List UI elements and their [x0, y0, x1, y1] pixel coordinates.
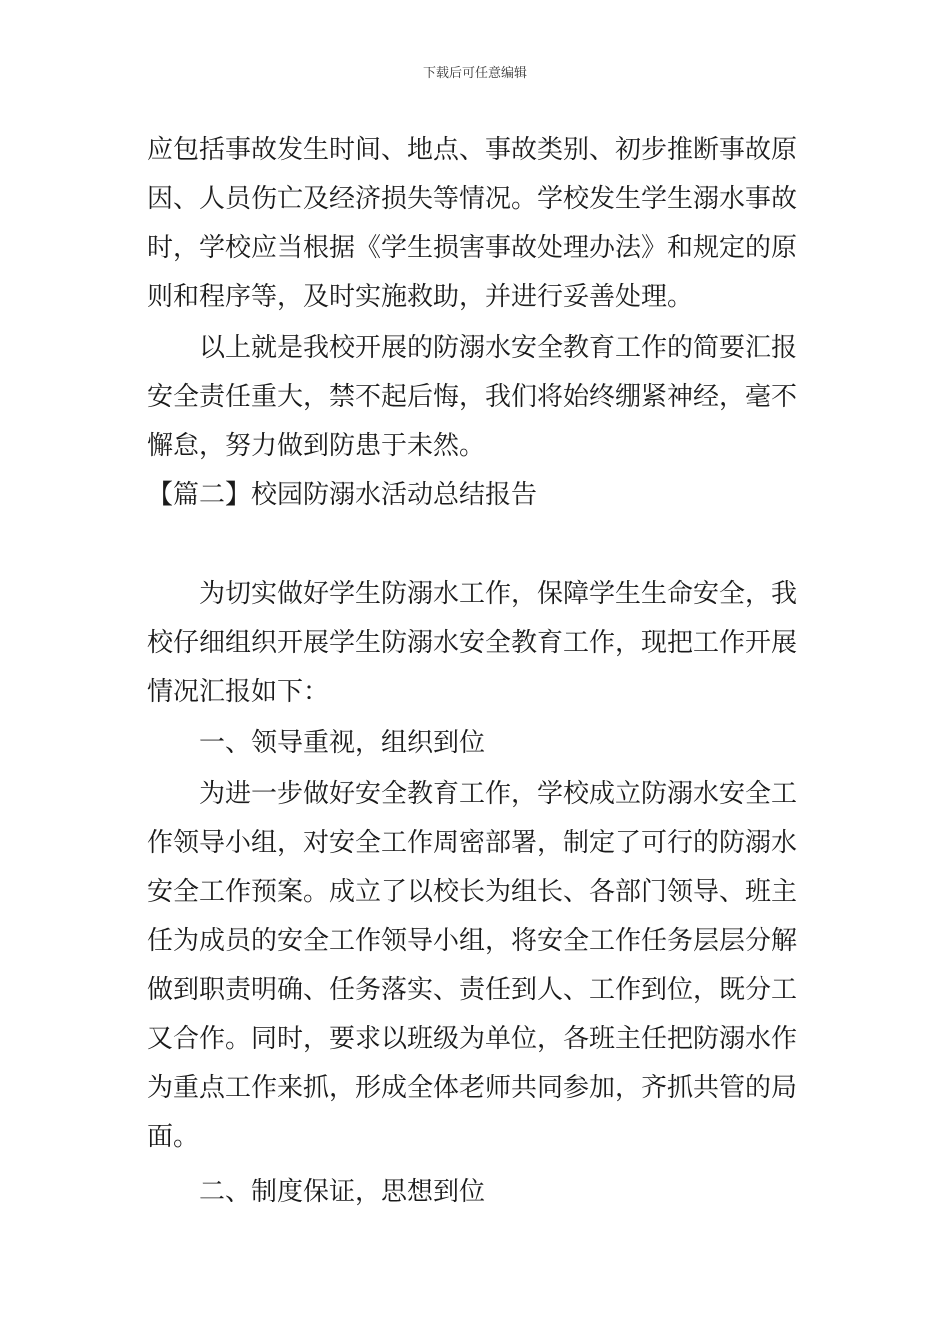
text-line: 因、人员伤亡及经济损失等情况。学校发生学生溺水事故 — [147, 184, 798, 214]
text-line: 安全责任重大，禁不起后悔，我们将始终绷紧神经，毫不 — [147, 382, 798, 412]
page-header: 下载后可任意编辑 — [422, 66, 527, 81]
text-line: 校仔细组织开展学生防溺水安全教育工作，现把工作开展 — [147, 628, 798, 658]
text-line: 任为成员的安全工作领导小组，将安全工作任务层层分解 — [147, 926, 798, 956]
section-heading: 【篇二】校园防溺水活动总结报告 — [147, 480, 538, 510]
text-line: 以上就是我校开展的防溺水安全教育工作的简要汇报 — [199, 333, 798, 363]
text-line: 做到职责明确、任务落实、责任到人、工作到位，既分工 — [147, 975, 798, 1005]
text-line: 为切实做好学生防溺水工作，保障学生生命安全，我 — [199, 579, 798, 609]
text-line: 作领导小组，对安全工作周密部署，制定了可行的防溺水 — [147, 828, 798, 858]
subheading: 一、领导重视，组织到位 — [199, 728, 486, 758]
text-line: 情况汇报如下： — [147, 677, 330, 707]
text-line: 又合作。同时，要求以班级为单位，各班主任把防溺水作 — [147, 1024, 798, 1054]
text-line: 应包括事故发生时间、地点、事故类别、初步推断事故原 — [147, 135, 798, 165]
text-line: 则和程序等，及时实施救助，并进行妥善处理。 — [147, 282, 694, 312]
subheading: 二、制度保证，思想到位 — [199, 1177, 486, 1207]
text-line: 时，学校应当根据《学生损害事故处理办法》和规定的原 — [147, 233, 798, 263]
text-line: 面。 — [147, 1122, 200, 1152]
document-body — [147, 126, 807, 1217]
text-line: 安全工作预案。成立了以校长为组长、各部门领导、班主 — [147, 877, 798, 907]
text-line: 为重点工作来抓，形成全体老师共同参加，齐抓共管的局 — [147, 1073, 798, 1103]
text-line: 懈怠，努力做到防患于未然。 — [147, 431, 486, 461]
text-line: 为进一步做好安全教育工作，学校成立防溺水安全工 — [199, 779, 798, 809]
